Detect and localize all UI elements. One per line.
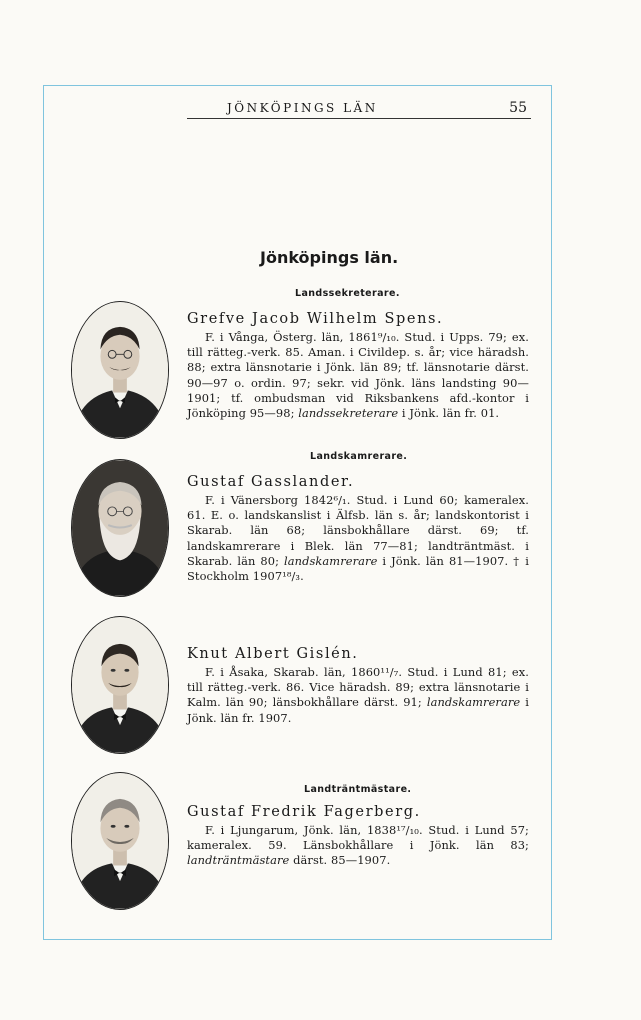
entry-bio xyxy=(187,665,529,726)
portrait-spens-image xyxy=(72,302,168,438)
entry-bio xyxy=(187,330,529,421)
entry-name: Gustaf Fredrik Fagerberg. xyxy=(187,804,421,820)
section-heading-landtrantmastare: Landträntmästare. xyxy=(304,784,412,795)
bio-text: i Jönk. län fr. 1907. xyxy=(187,695,529,725)
portrait-gislen-image xyxy=(72,617,168,753)
bio-title-italic: landträntmästare xyxy=(187,853,290,868)
bio-text: i Jönk. län fr. 01. xyxy=(398,406,500,421)
section-heading-landskamrerare: Landskamrerare. xyxy=(310,451,408,462)
entry-name: Grefve Jacob Wilhelm Spens. xyxy=(187,311,444,327)
page-number: 55 xyxy=(509,100,527,116)
portrait-spens xyxy=(71,301,169,439)
entry-bio xyxy=(187,823,529,869)
bio-text: F. i Vänersborg 1842⁶/₁. Stud. i Lund 60; kameralex. 61. E. o. landskanslist i Älfsb. län s. år; landskontorist i Skarab. län 68; länsbokhållare därst. 69; tf. landskamrerare i Blek. län 77—81; landträntmäst. i Skarab. län 80; xyxy=(187,493,529,568)
bio-text: F. i Ljungarum, Jönk. län, 1838¹⁷/₁₀. Stud. i Lund 57; kameralex. 59. Länsbokhållare i Jönk. län 83; xyxy=(187,823,529,853)
entry-fagerberg xyxy=(187,803,529,869)
portrait-gasslander xyxy=(71,459,169,597)
entry-bio xyxy=(187,493,529,584)
entry-name: Gustaf Gasslander. xyxy=(187,474,355,490)
entry-gislen xyxy=(187,645,529,726)
portrait-fagerberg xyxy=(71,772,169,910)
entry-name: Knut Albert Gislén. xyxy=(187,646,359,662)
portrait-fagerberg-image xyxy=(72,773,168,909)
bio-title-italic: landskamrerare xyxy=(284,553,378,568)
entry-gasslander xyxy=(187,473,529,584)
bio-text: F. i Åsaka, Skarab. län, 1860¹¹/₇. Stud. i Lund 81; ex. till rätteg.-verk. 86. Vice häradsh. 89; extra länsnotarie i Kalm. län 90; länsbokhållare därst. 91; xyxy=(187,665,529,710)
bio-title-italic: landssekreterare xyxy=(298,406,399,421)
running-head-title: JÖNKÖPINGS LÄN xyxy=(227,101,378,115)
portrait-gasslander-image xyxy=(72,460,168,596)
bio-text: i Jönk. län 81—1907. † i Stockholm 1907¹⁸/₃. xyxy=(187,553,529,584)
bio-text: därst. 85—1907. xyxy=(289,853,391,868)
section-heading-landssekreterare: Landssekreterare. xyxy=(295,288,400,299)
bio-title-italic: landskamrerare xyxy=(426,695,521,710)
county-title: Jönköpings län. xyxy=(260,248,399,267)
header-rule xyxy=(187,118,531,119)
entry-spens xyxy=(187,310,529,421)
portrait-gislen xyxy=(71,616,169,754)
bio-text: F. i Vånga, Österg. län, 1861⁹/₁₀. Stud. i Upps. 79; ex. till rätteg.-verk. 85. Aman. i Civildep. s. år; vice häradsh. 88; extra länsnotarie i Jönk. län 89; tf. länsnotarie därst. 90—97 o. ordin. 97; sekr. vid Jönk. läns landsting 90—1901; tf. ombudsman vid Riksbankens afd.-kontor i Jönköping 95—98; xyxy=(187,330,529,421)
